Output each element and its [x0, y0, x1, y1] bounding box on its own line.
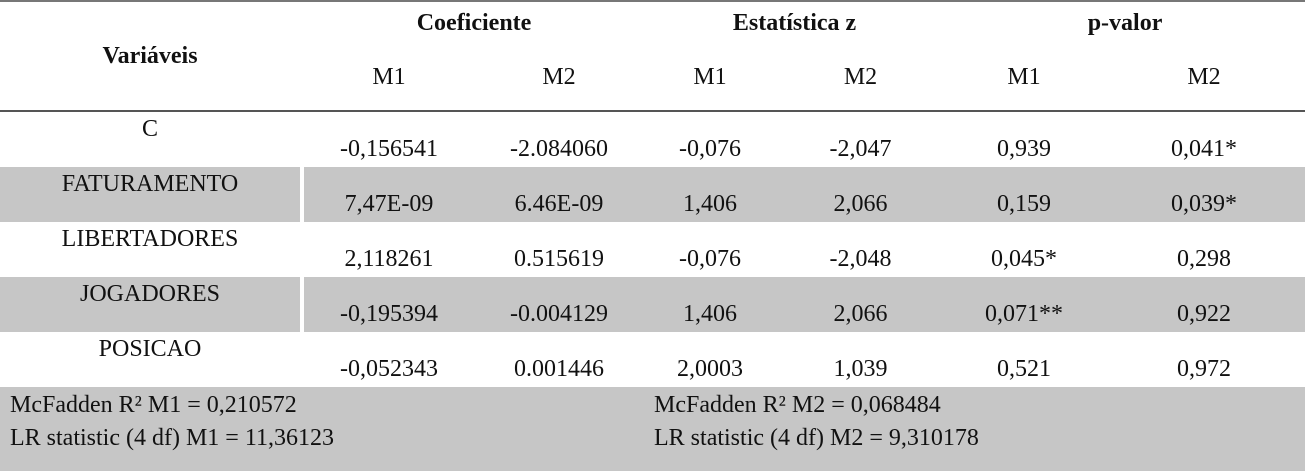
- model-fit-footer: [0, 387, 1305, 471]
- model-fit-m2: [644, 387, 1305, 471]
- lr-statistic-m1: LR statistic (4 df) M1 = 11,36123: [10, 425, 334, 451]
- table-row: [0, 222, 1305, 277]
- model-header: M2: [776, 44, 945, 111]
- cell-coef-m2: 0.515619: [514, 246, 604, 272]
- cell-z-m1: 2,0003: [677, 356, 744, 382]
- cell-coef-m2: -0.004129: [474, 277, 644, 332]
- model-header: M2: [1103, 44, 1305, 111]
- cell-z-m1: 1,406: [644, 167, 776, 222]
- cell-coef-m1: 2,118261: [344, 246, 434, 272]
- cell-p-m2: 0,039*: [1103, 167, 1305, 222]
- cell-coef-m2: -2.084060: [510, 136, 608, 162]
- coefficient-header: Coeficiente: [304, 1, 644, 44]
- model-header: M2: [474, 44, 644, 111]
- cell-coef-m2: 0.001446: [514, 356, 604, 382]
- table-row: [0, 167, 1305, 222]
- z-statistic-header: Estatística z: [644, 1, 945, 44]
- model-header: M1: [945, 44, 1103, 111]
- cell-z-m2: -2,047: [829, 136, 892, 162]
- table-row: [0, 111, 1305, 167]
- cell-coef-m2: 6.46E-09: [474, 167, 644, 222]
- cell-p-m2: 0,972: [1177, 356, 1232, 382]
- cell-coef-m1: -0,052343: [340, 356, 438, 382]
- cell-p-m2: 0,041*: [1171, 136, 1238, 162]
- mcfadden-r2-m2: McFadden R² M2 = 0,068484: [654, 392, 941, 418]
- p-value-header: p-valor: [945, 1, 1305, 44]
- variable-name: FATURAMENTO: [0, 167, 300, 222]
- variable-name: JOGADORES: [0, 277, 300, 332]
- model-header: M1: [304, 44, 474, 111]
- cell-z-m2: 1,039: [833, 356, 888, 382]
- table-row: [0, 332, 1305, 387]
- cell-z-m2: -2,048: [829, 246, 892, 272]
- cell-p-m1: 0,939: [997, 136, 1052, 162]
- mcfadden-r2-m1: McFadden R² M1 = 0,210572: [10, 392, 297, 418]
- header-row-groups: [0, 1, 1305, 44]
- cell-z-m1: -0,076: [679, 136, 742, 162]
- cell-z-m2: 2,066: [776, 277, 945, 332]
- cell-z-m1: -0,076: [679, 246, 742, 272]
- cell-p-m2: 0,298: [1177, 246, 1232, 272]
- cell-coef-m1: -0,195394: [304, 277, 474, 332]
- cell-coef-m1: 7,47E-09: [304, 167, 474, 222]
- cell-p-m2: 0,922: [1103, 277, 1305, 332]
- model-fit-m1: [0, 387, 644, 471]
- model-header: M1: [644, 44, 776, 111]
- cell-p-m1: 0,521: [997, 356, 1052, 382]
- cell-p-m1: 0,159: [945, 167, 1103, 222]
- cell-z-m2: 2,066: [776, 167, 945, 222]
- cell-coef-m1: -0,156541: [340, 136, 438, 162]
- table-row: [0, 277, 1305, 332]
- variable-name: C: [141, 116, 158, 142]
- variable-name: LIBERTADORES: [61, 226, 239, 252]
- cell-p-m1: 0,045*: [991, 246, 1058, 272]
- lr-statistic-m2: LR statistic (4 df) M2 = 9,310178: [654, 425, 979, 451]
- variables-header: Variáveis: [0, 1, 300, 111]
- cell-z-m1: 1,406: [644, 277, 776, 332]
- variable-name: POSICAO: [98, 336, 202, 362]
- cell-p-m1: 0,071**: [945, 277, 1103, 332]
